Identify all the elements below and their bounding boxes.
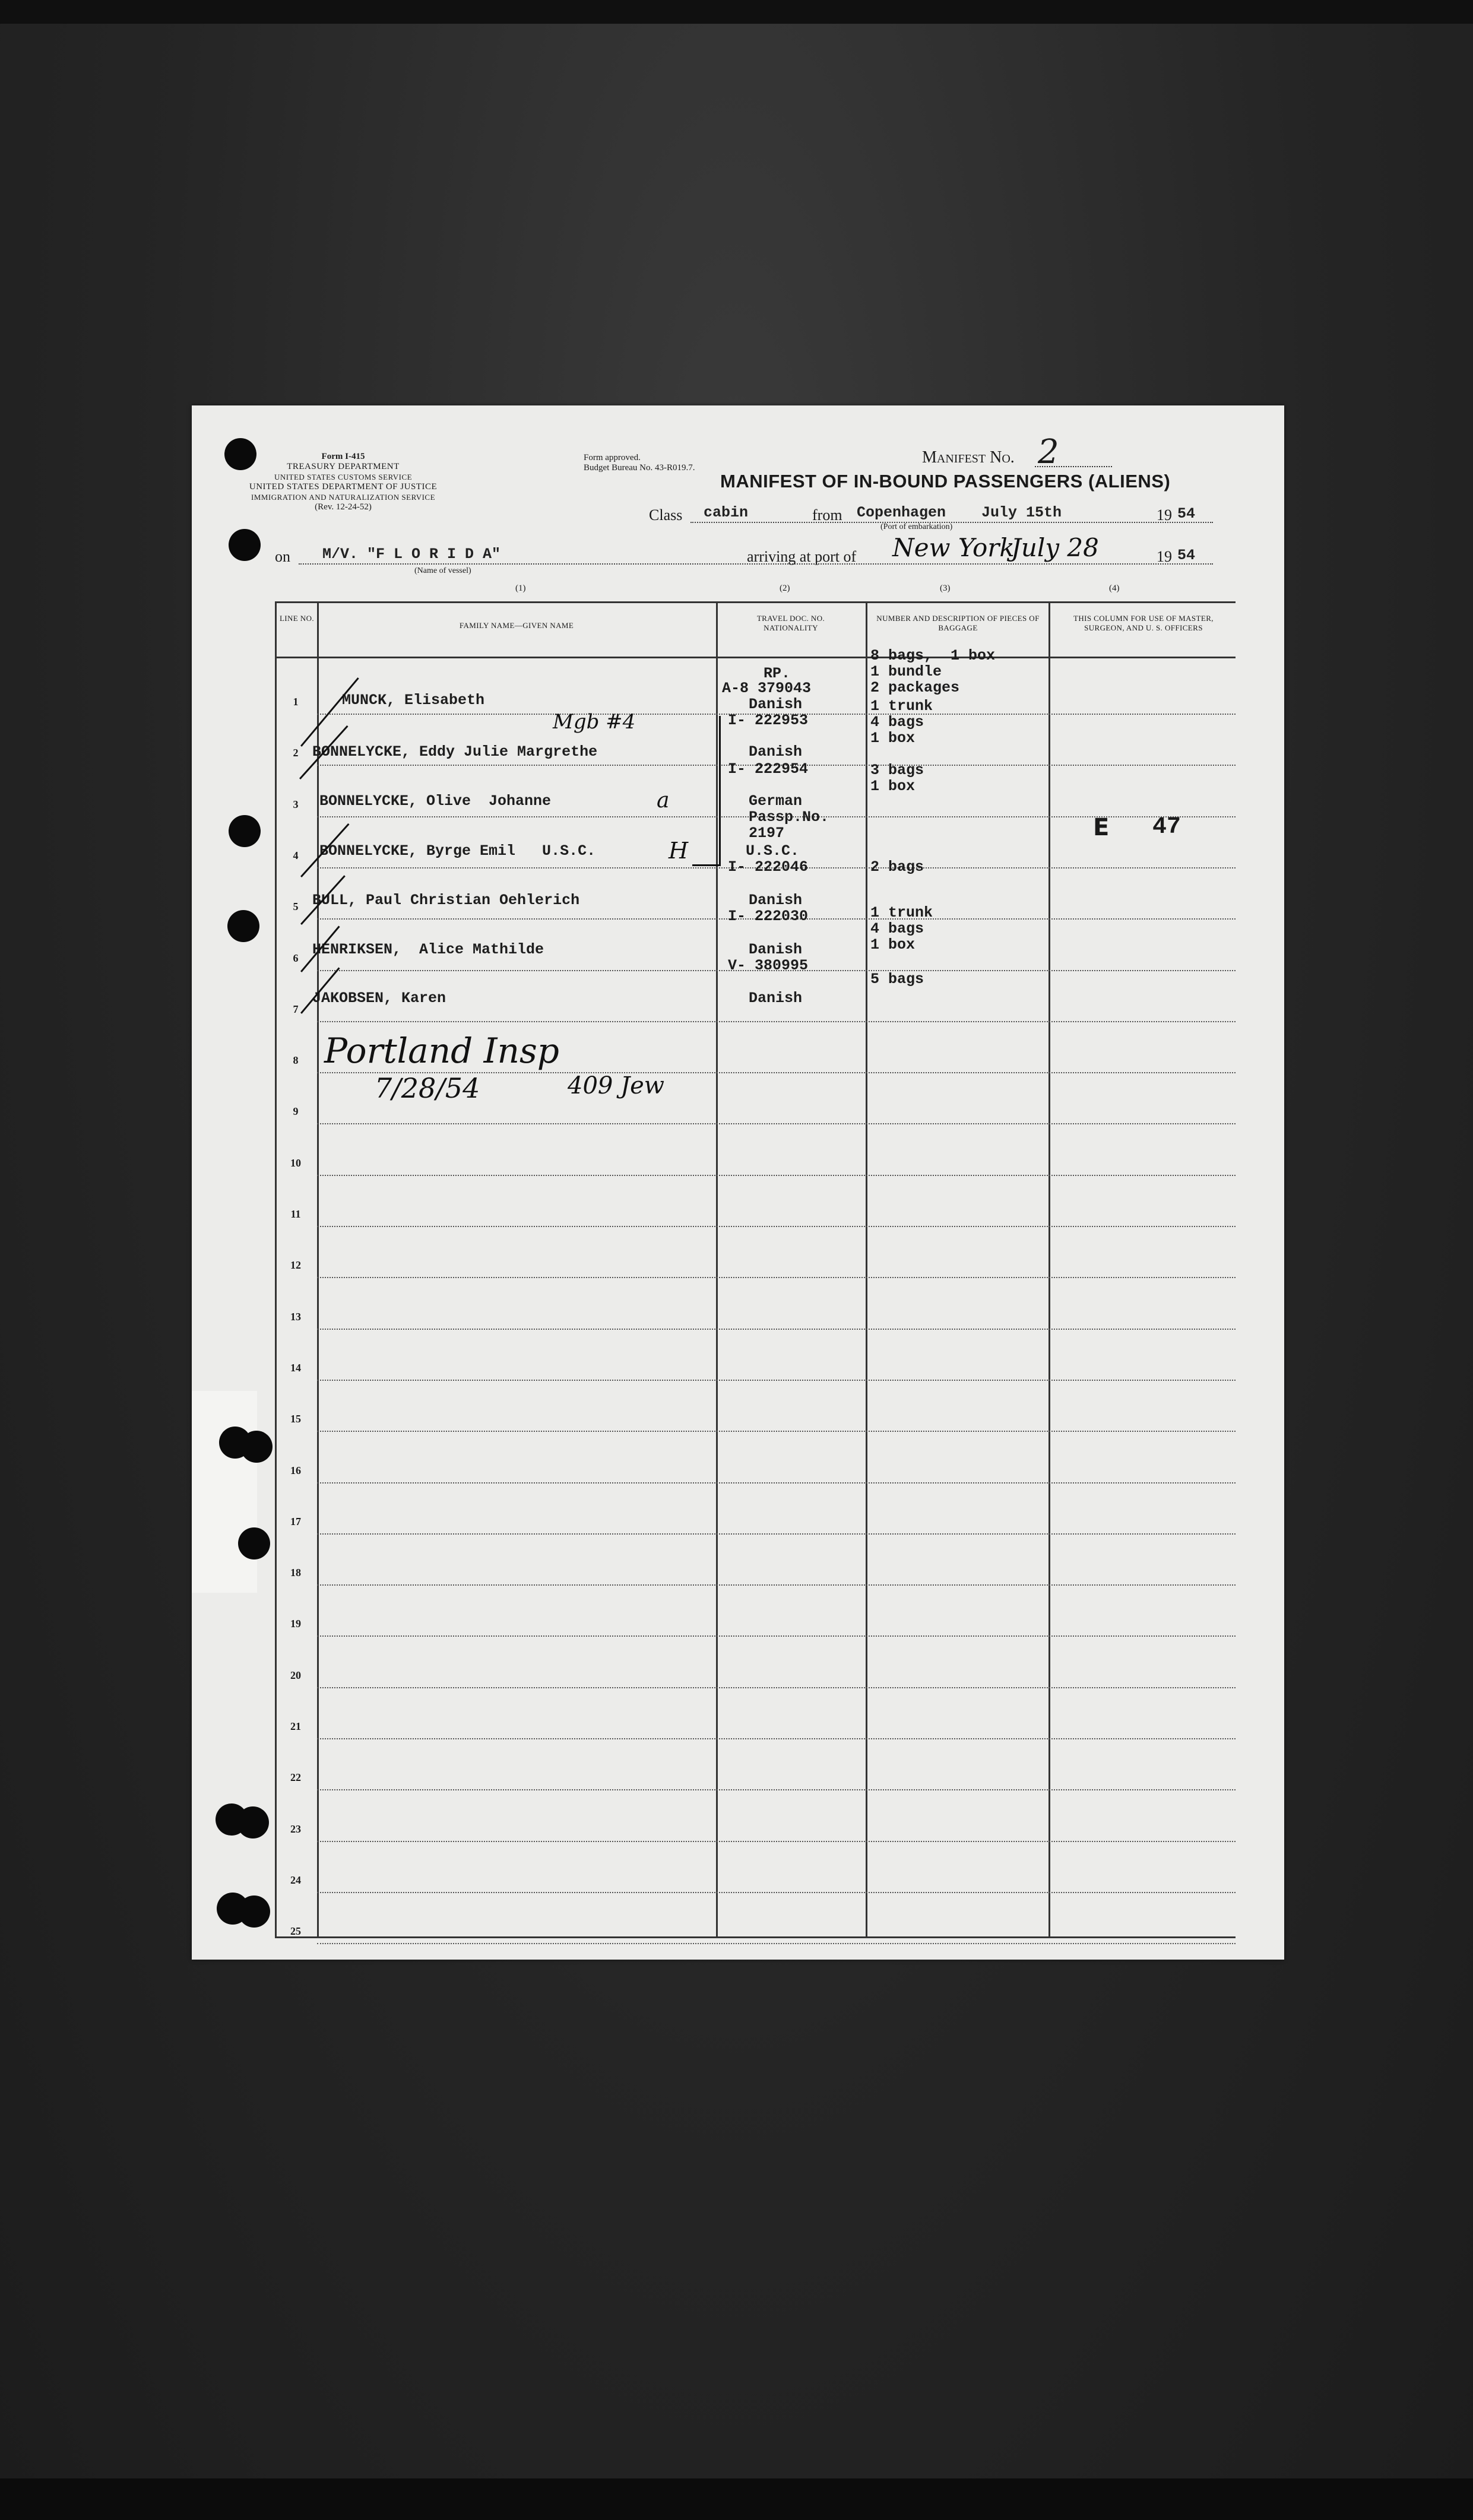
line-number: 23 xyxy=(290,1822,301,1835)
dept-immigration: IMMIGRATION AND NATURALIZATION SERVICE xyxy=(251,493,436,502)
line-number: 8 xyxy=(293,1054,299,1067)
passenger-name: BONNELYCKE, Eddy Julie Margrethe xyxy=(312,743,598,760)
baggage: 1 trunk 4 bags 1 box xyxy=(870,904,933,953)
row-rule xyxy=(317,1175,1236,1176)
row-rule xyxy=(317,1584,1236,1586)
col-header-baggage: NUMBER AND DESCRIPTION OF PIECES OF BAGGAGE xyxy=(876,614,1040,632)
baggage: 8 bags, 1 box 1 bundle 2 packages xyxy=(870,647,996,696)
row-rule xyxy=(317,1226,1236,1227)
officer-stamp: E xyxy=(1093,814,1110,841)
line-number: 21 xyxy=(290,1720,301,1732)
line-number: 3 xyxy=(293,798,299,810)
row-rule xyxy=(317,1892,1236,1893)
row-rule xyxy=(317,1943,1236,1944)
row-rule xyxy=(317,1789,1236,1790)
punch-hole xyxy=(240,1431,273,1463)
line-number: 14 xyxy=(290,1361,301,1374)
year-prefix-1: 19 xyxy=(1157,506,1172,524)
punch-hole xyxy=(238,1895,270,1928)
baggage: 2 bags xyxy=(870,858,924,876)
col-header-name: FAMILY NAME—GIVEN NAME xyxy=(459,621,574,630)
col-divider xyxy=(1048,603,1050,1936)
line-number: 19 xyxy=(290,1618,301,1630)
form-approval xyxy=(584,453,797,473)
row-rule xyxy=(317,1533,1236,1535)
travel-doc: I- 222954 xyxy=(728,760,809,778)
line-number: 18 xyxy=(290,1567,301,1579)
line-number: 5 xyxy=(293,901,299,913)
punch-hole xyxy=(227,910,259,942)
row-rule xyxy=(317,1329,1236,1330)
check-mark xyxy=(300,677,359,747)
line-number: 13 xyxy=(290,1310,301,1323)
row-rule xyxy=(317,1687,1236,1688)
from-date: July 15th xyxy=(981,504,1062,521)
embark-note: (Port of embarkation) xyxy=(880,522,953,531)
passenger-name: MUNCK, Elisabeth xyxy=(342,692,485,709)
nationality: U.S.C. xyxy=(746,842,800,860)
baggage: 5 bags xyxy=(870,971,924,988)
manifest-number-line xyxy=(1035,466,1112,467)
col-divider xyxy=(317,603,319,1936)
row-rule xyxy=(317,1635,1236,1637)
nationality: Danish xyxy=(749,941,803,958)
header-rule xyxy=(277,657,1236,658)
line-number: 11 xyxy=(290,1208,301,1220)
nationality: Danish xyxy=(749,892,803,909)
form-number: Form I-415 xyxy=(321,452,365,461)
line-number: 22 xyxy=(290,1771,301,1784)
line-number: 1 xyxy=(293,696,299,708)
nationality: Danish xyxy=(749,990,803,1007)
col-header-line: LINE NO. xyxy=(279,614,315,623)
row-rule xyxy=(317,1431,1236,1432)
nationality: Danish xyxy=(749,743,803,760)
arrival-date: July 28 xyxy=(1011,533,1099,562)
row-rule xyxy=(317,1123,1236,1124)
colnum-1: (1) xyxy=(515,584,526,593)
line-number: 24 xyxy=(290,1874,301,1886)
colnum-3: (3) xyxy=(940,584,951,593)
nationality: German xyxy=(749,793,803,810)
vessel-name: M/V. "F L O R I D A" xyxy=(322,546,501,563)
budget-bureau: Budget Bureau No. 43-R019.7. xyxy=(584,463,695,473)
row-rule xyxy=(317,1841,1236,1842)
from-label: from xyxy=(812,506,842,524)
signature-date: 7/28/54 xyxy=(375,1072,480,1104)
manifest-label: Manifest No. xyxy=(922,448,1015,467)
page-title: MANIFEST OF IN-BOUND PASSENGERS (ALIENS) xyxy=(720,471,1171,492)
binding-strip xyxy=(192,1391,257,1593)
passenger-name: BULL, Paul Christian Oehlerich xyxy=(312,892,580,909)
punch-hole xyxy=(237,1806,269,1839)
baggage: 3 bags 1 box xyxy=(870,762,924,795)
form-revision: (Rev. 12-24-52) xyxy=(315,502,372,512)
inspector-signature: Portland Insp xyxy=(324,1031,559,1071)
rp-note: RP. xyxy=(764,665,791,682)
class-label: Class xyxy=(649,506,683,524)
arrival-port: New York xyxy=(892,533,1015,562)
line-number: 17 xyxy=(290,1515,301,1527)
from-port: Copenhagen xyxy=(857,504,946,521)
punch-hole xyxy=(229,815,261,847)
passenger-name: BONNELYCKE, Olive Johanne xyxy=(319,793,552,810)
passenger-name: HENRIKSEN, Alice Mathilde xyxy=(312,941,544,958)
col-divider xyxy=(866,603,867,1936)
film-edge-top xyxy=(0,0,1473,24)
bracket-mark xyxy=(692,716,721,866)
manifest-page xyxy=(192,405,1284,1960)
colnum-4: (4) xyxy=(1109,584,1120,593)
dept-treasury: TREASURY DEPARTMENT xyxy=(287,462,400,471)
passenger-name: JAKOBSEN, Karen xyxy=(312,990,446,1007)
passenger-table xyxy=(275,601,1236,1938)
officer-number: 47 xyxy=(1152,814,1181,841)
travel-doc: I- 222953 xyxy=(728,712,809,729)
manifest-number xyxy=(922,433,1059,471)
row3-mark: a xyxy=(657,788,670,813)
dept-customs: UNITED STATES CUSTOMS SERVICE xyxy=(274,473,413,481)
row4-mark: H xyxy=(669,838,689,864)
form-approved: Form approved. xyxy=(584,453,641,462)
year-prefix-2: 19 xyxy=(1157,548,1172,565)
dept-justice: UNITED STATES DEPARTMENT OF JUSTICE xyxy=(249,482,438,492)
line-number: 6 xyxy=(293,952,299,964)
travel-doc: I- 222046 xyxy=(728,858,809,876)
col-header-officers: THIS COLUMN FOR USE OF MASTER, SURGEON, AND U. S. OFFICERS xyxy=(1073,614,1214,632)
line-number: 16 xyxy=(290,1464,301,1476)
nationality: Danish xyxy=(749,696,803,713)
line-number: 15 xyxy=(290,1413,301,1425)
baggage: 1 trunk 4 bags 1 box xyxy=(870,698,933,747)
class-value: cabin xyxy=(704,504,749,521)
punch-hole xyxy=(238,1527,270,1559)
row-rule xyxy=(317,1380,1236,1381)
travel-doc: A-8 379043 xyxy=(722,680,812,697)
colnum-2: (2) xyxy=(780,584,790,593)
vessel-note: (Name of vessel) xyxy=(414,566,471,575)
on-label: on xyxy=(275,548,290,565)
line-number: 4 xyxy=(293,849,299,861)
line-number: 20 xyxy=(290,1669,301,1681)
line-number: 25 xyxy=(290,1925,301,1938)
margin-note: Mgb #4 xyxy=(553,710,636,734)
year-2: 54 xyxy=(1177,547,1196,564)
manifest-number-value: 2 xyxy=(1038,433,1059,471)
line-number: 2 xyxy=(293,747,299,759)
travel-doc: Passp.No. 2197 xyxy=(749,809,829,842)
row-rule xyxy=(317,1021,1236,1022)
row-rule xyxy=(317,1738,1236,1739)
col-header-travel: TRAVEL DOC. NO. NATIONALITY xyxy=(756,614,825,632)
line-number: 10 xyxy=(290,1156,301,1169)
row-rule xyxy=(317,1482,1236,1484)
travel-doc: V- 380995 xyxy=(728,957,809,974)
travel-doc: I- 222030 xyxy=(728,908,809,925)
signature-initials: 409 Jew xyxy=(568,1072,665,1099)
row-rule xyxy=(317,1277,1236,1278)
line-number: 9 xyxy=(293,1105,299,1118)
arriving-label: arriving at port of xyxy=(747,548,857,565)
punch-hole xyxy=(229,529,261,561)
line-number: 7 xyxy=(293,1003,299,1015)
film-edge-bottom xyxy=(0,2478,1473,2520)
line-number: 12 xyxy=(290,1259,301,1272)
year-1: 54 xyxy=(1177,505,1196,522)
passenger-name: BONNELYCKE, Byrge Emil U.S.C. xyxy=(319,842,596,860)
form-header xyxy=(216,452,471,512)
